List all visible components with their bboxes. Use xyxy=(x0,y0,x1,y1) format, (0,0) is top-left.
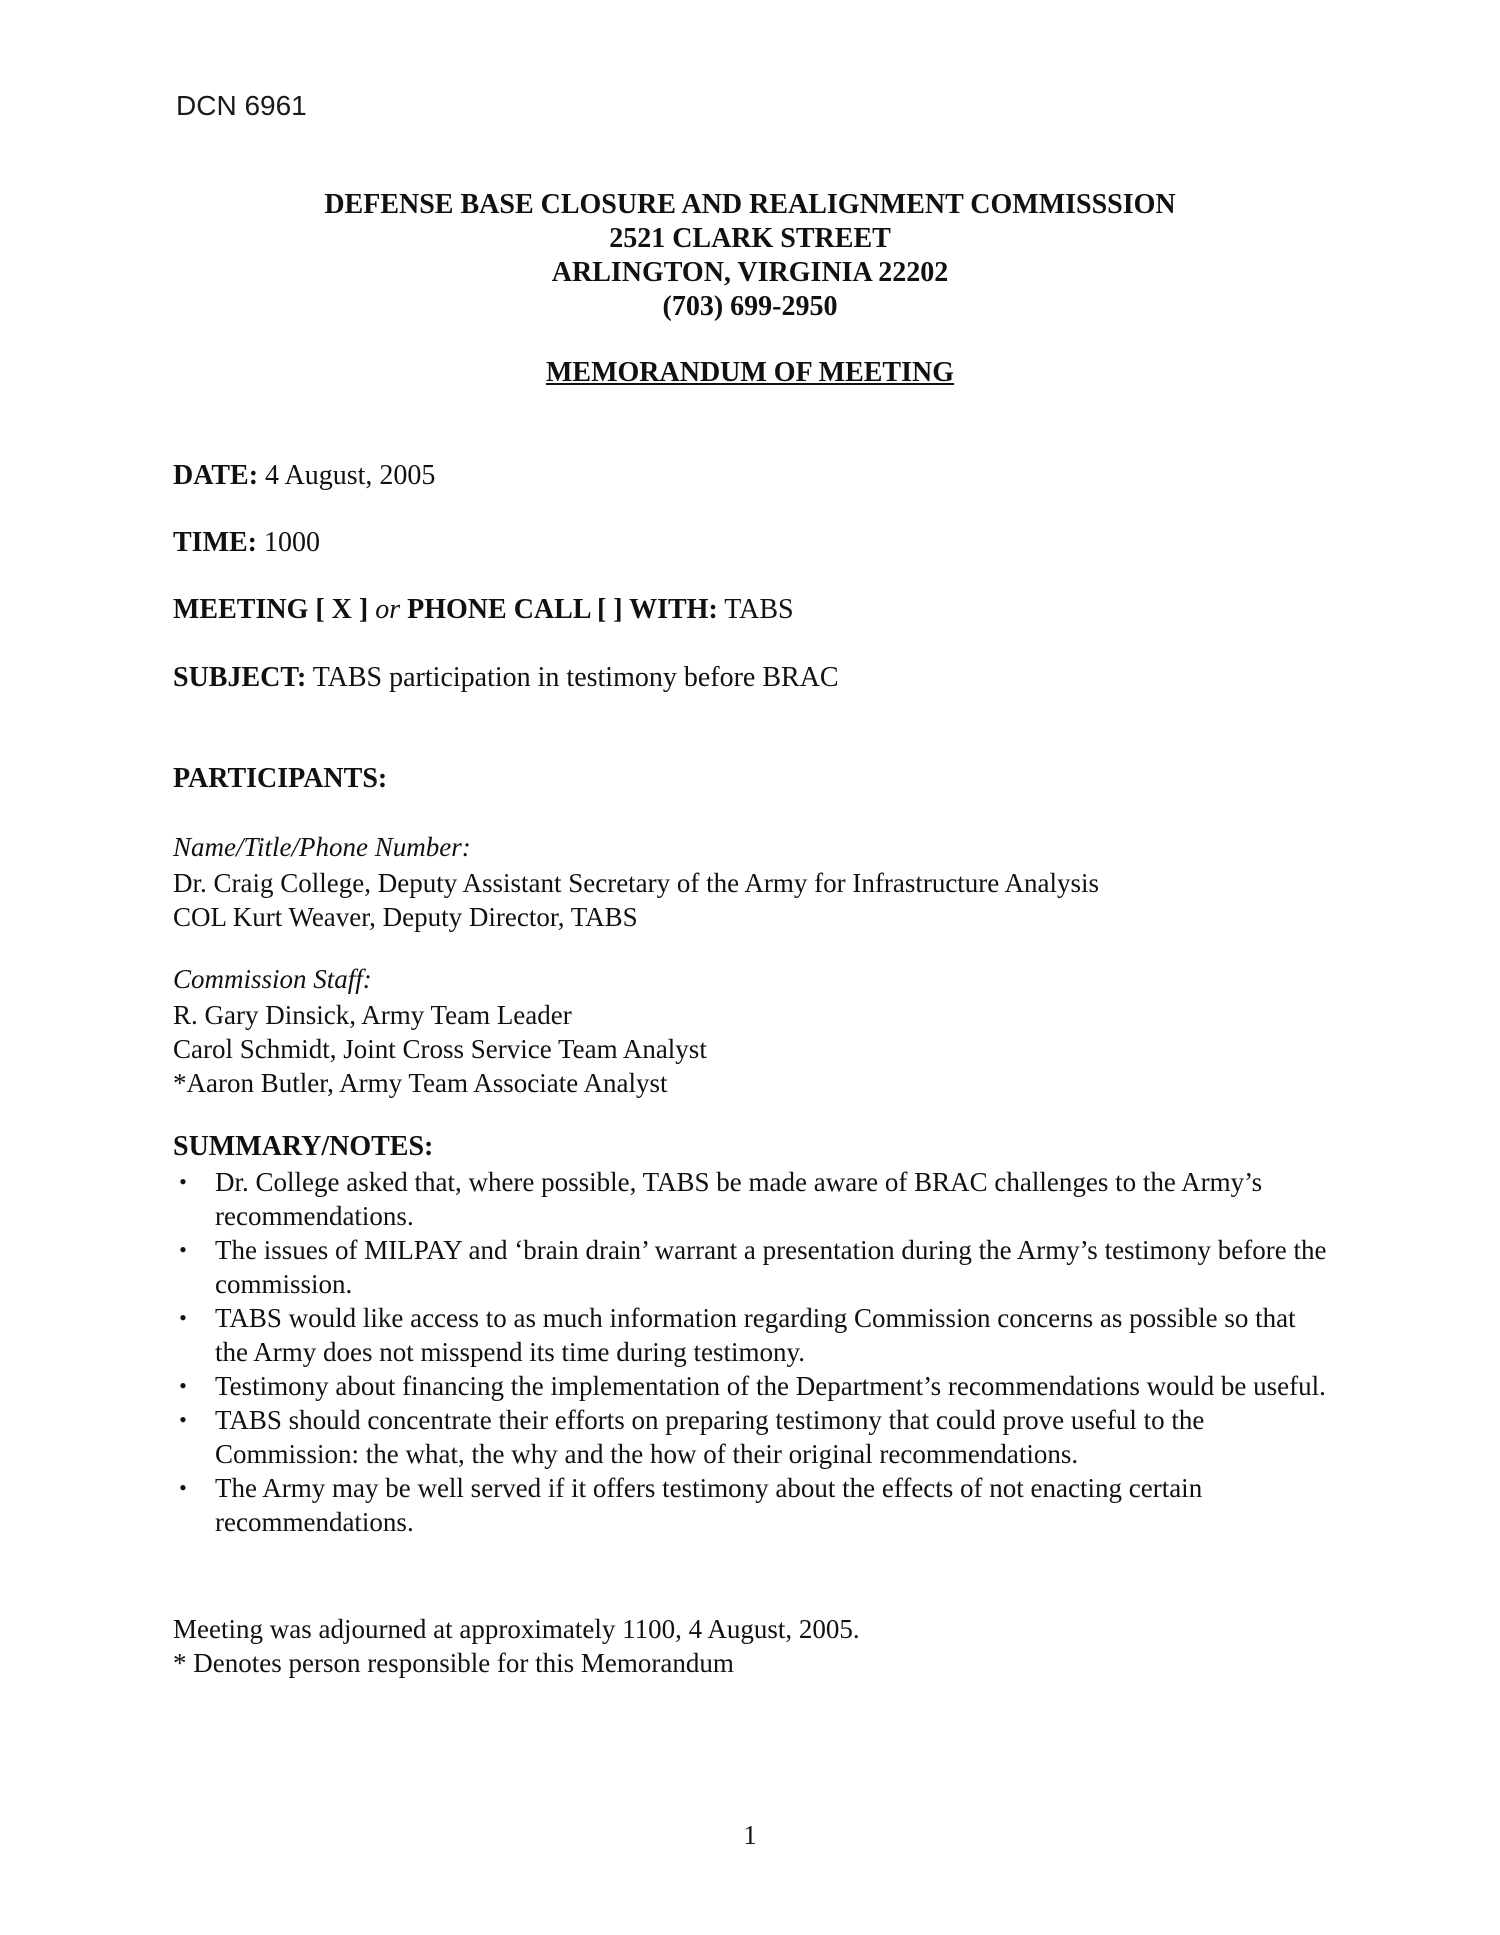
date-label: DATE: xyxy=(173,460,259,491)
commission-staff-heading: Commission Staff: xyxy=(173,964,372,994)
date-value: 4 August, 2005 xyxy=(265,460,436,491)
time-label: TIME: xyxy=(173,527,257,558)
bullet-icon: • xyxy=(179,1407,187,1432)
summary-item xyxy=(173,1471,1333,1539)
staff-line: Carol Schmidt, Joint Cross Service Team Analyst xyxy=(173,1034,707,1064)
participant-line: Dr. Craig College, Deputy Assistant Secretary of the Army for Infrastructure Analysis xyxy=(173,868,1100,898)
summary-text: The Army may be well served if it offers testimony about the effects of not enacting certain recommendations. xyxy=(215,1473,1203,1537)
participants-label: PARTICIPANTS: xyxy=(173,763,388,794)
name-title-heading: Name/Title/Phone Number: xyxy=(173,832,471,862)
time-field xyxy=(173,527,320,559)
bullet-icon: • xyxy=(179,1475,187,1500)
org-city: ARLINGTON, VIRGINIA 22202 xyxy=(551,257,949,288)
staff-line: *Aaron Butler, Army Team Associate Analyst xyxy=(173,1068,668,1098)
memo-title: MEMORANDUM OF MEETING xyxy=(545,357,955,388)
subject-field xyxy=(173,662,839,694)
subject-label: SUBJECT: xyxy=(173,662,307,693)
adjourned-line: Meeting was adjourned at approximately 1100, 4 August, 2005. xyxy=(173,1614,860,1644)
letterhead xyxy=(0,188,1500,324)
bullet-icon: • xyxy=(179,1237,187,1262)
meeting-label: MEETING [ X ] xyxy=(173,594,369,625)
bullet-icon: • xyxy=(179,1169,187,1194)
staff-line: R. Gary Dinsick, Army Team Leader xyxy=(173,1000,572,1030)
summary-item xyxy=(173,1369,1333,1403)
responsible-note: * Denotes person responsible for this Memorandum xyxy=(173,1648,734,1678)
org-phone: (703) 699-2950 xyxy=(662,291,838,322)
meeting-or: or xyxy=(375,594,401,625)
time-value: 1000 xyxy=(264,527,320,558)
date-field xyxy=(173,460,435,492)
bullet-icon: • xyxy=(179,1305,187,1330)
summary-text: Dr. College asked that, where possible, TABS be made aware of BRAC challenges to the Army’s recommendations. xyxy=(215,1167,1263,1231)
phone-call-label: PHONE CALL [ ] WITH: xyxy=(407,594,718,625)
summary-text: TABS should concentrate their efforts on preparing testimony that could prove useful to the Commission: the what, the why and the how of their original recommendations. xyxy=(215,1405,1205,1469)
meeting-field xyxy=(173,594,794,626)
summary-list xyxy=(173,1165,1333,1539)
summary-text: Testimony about financing the implementation of the Department’s recommendations would be useful. xyxy=(215,1371,1326,1401)
summary-item xyxy=(173,1403,1333,1471)
bullet-icon: • xyxy=(179,1373,187,1398)
subject-value: TABS participation in testimony before BRAC xyxy=(312,662,839,693)
document-control-number: DCN 6961 xyxy=(176,90,307,121)
page-number: 1 xyxy=(743,1820,757,1850)
summary-heading xyxy=(173,1131,433,1163)
summary-item xyxy=(173,1165,1333,1233)
participant-line: COL Kurt Weaver, Deputy Director, TABS xyxy=(173,902,638,932)
summary-text: The issues of MILPAY and ‘brain drain’ warrant a presentation during the Army’s testimony before the commission. xyxy=(215,1235,1327,1299)
summary-text: TABS would like access to as much information regarding Commission concerns as possible so that the Army does not misspend its time during testimony. xyxy=(215,1303,1296,1367)
summary-label: SUMMARY/NOTES: xyxy=(173,1131,434,1162)
summary-item xyxy=(173,1301,1333,1369)
org-name: DEFENSE BASE CLOSURE AND REALIGNMENT COMMISSSION xyxy=(324,189,1176,220)
org-street: 2521 CLARK STREET xyxy=(609,223,891,254)
summary-item xyxy=(173,1233,1333,1301)
participant-names xyxy=(173,866,1099,934)
closing-notes xyxy=(173,1612,860,1680)
participants-heading xyxy=(173,763,387,795)
commission-staff-list xyxy=(173,998,707,1100)
meeting-with-value: TABS xyxy=(724,594,794,625)
